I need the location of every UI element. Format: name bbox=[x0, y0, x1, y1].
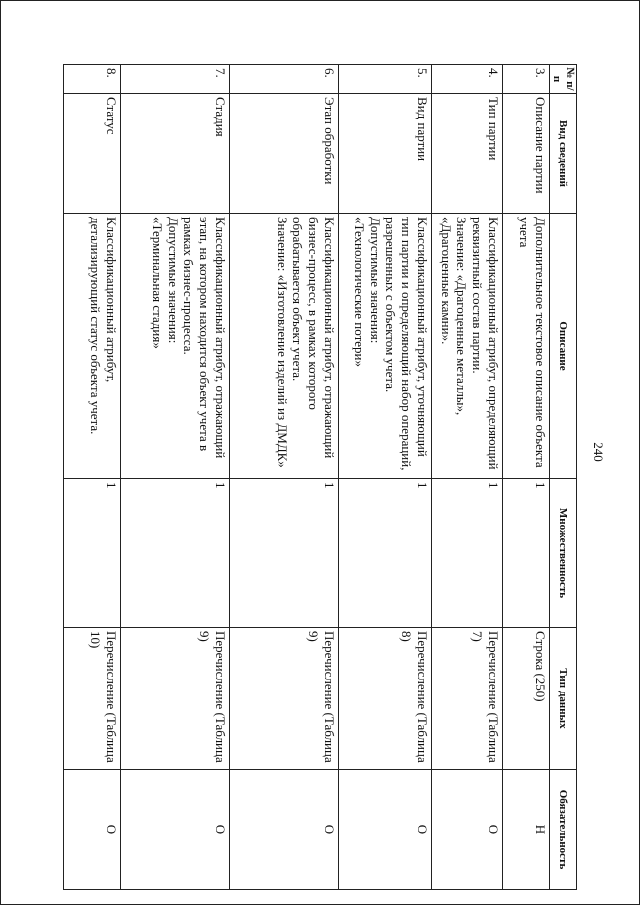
cell-num: 7. bbox=[120, 65, 229, 94]
cell-description: Дополнительное текстовое описание объекта учета bbox=[502, 214, 549, 479]
cell-data-type: Строка (250) bbox=[502, 628, 549, 770]
col-header-required: Обязательность bbox=[549, 770, 576, 890]
attributes-table bbox=[63, 64, 577, 890]
cell-multiplicity: 1 bbox=[63, 479, 120, 628]
table-row bbox=[120, 65, 229, 890]
cell-num: 5. bbox=[338, 65, 431, 94]
table-row bbox=[431, 65, 502, 890]
col-header-kind: Вид сведений bbox=[549, 94, 576, 214]
cell-multiplicity: 1 bbox=[338, 479, 431, 628]
cell-description: Классификационный атрибут, детализирующий статус объекта учета. bbox=[63, 214, 120, 479]
cell-num: 4. bbox=[431, 65, 502, 94]
cell-required: О bbox=[229, 770, 338, 890]
cell-required: О bbox=[338, 770, 431, 890]
rotated-table-frame bbox=[82, 64, 577, 889]
cell-kind: Тип партии bbox=[431, 94, 502, 214]
cell-num: 6. bbox=[229, 65, 338, 94]
col-header-description: Описание bbox=[549, 214, 576, 479]
table-row bbox=[229, 65, 338, 890]
cell-kind: Описание партии bbox=[502, 94, 549, 214]
cell-data-type: Перечисление (Таблица 8) bbox=[338, 628, 431, 770]
cell-data-type: Перечисление (Таблица 9) bbox=[120, 628, 229, 770]
cell-description: Классификационный атрибут, уточняющий тип партии и определяющий набор операций, разрешенных с объектом учета. Допустимые значения: «Технологические потери» bbox=[338, 214, 431, 479]
cell-multiplicity: 1 bbox=[502, 479, 549, 628]
col-header-multiplicity: Множественность bbox=[549, 479, 576, 628]
cell-kind: Стадия bbox=[120, 94, 229, 214]
cell-multiplicity: 1 bbox=[120, 479, 229, 628]
page-number: 240 bbox=[591, 442, 606, 462]
col-header-data-type: Тип данных bbox=[549, 628, 576, 770]
cell-required: О bbox=[431, 770, 502, 890]
table-row bbox=[502, 65, 549, 890]
cell-required: О bbox=[63, 770, 120, 890]
cell-data-type: Перечисление (Таблица 10) bbox=[63, 628, 120, 770]
rotated-table-area bbox=[82, 64, 577, 889]
cell-required: Н bbox=[502, 770, 549, 890]
cell-num: 3. bbox=[502, 65, 549, 94]
cell-description: Классификационный атрибут, отражающий этап, на котором находится объект учета в рамках бизнес-процесса. Допустимые значения: «Терминальная стадия» bbox=[120, 214, 229, 479]
cell-data-type: Перечисление (Таблица 7) bbox=[431, 628, 502, 770]
col-header-num: № п/п bbox=[549, 65, 576, 94]
table-row bbox=[63, 65, 120, 890]
cell-required: О bbox=[120, 770, 229, 890]
header-row bbox=[549, 65, 576, 890]
cell-kind: Этап обработки bbox=[229, 94, 338, 214]
cell-description: Классификационный атрибут, определяющий реквизитный состав партии. Значение: «Драгоценные металлы», «Драгоценные камни». bbox=[431, 214, 502, 479]
cell-description: Классификационный атрибут, отражающий бизнес-процесс, в рамках которого обрабатывается объект учета. Значение: «Изготовление изделий из ДМДК» bbox=[229, 214, 338, 479]
cell-kind: Статус bbox=[63, 94, 120, 214]
cell-kind: Вид партии bbox=[338, 94, 431, 214]
cell-multiplicity: 1 bbox=[431, 479, 502, 628]
cell-multiplicity: 1 bbox=[229, 479, 338, 628]
cell-num: 8. bbox=[63, 65, 120, 94]
cell-data-type: Перечисление (Таблица 9) bbox=[229, 628, 338, 770]
table-row bbox=[338, 65, 431, 890]
